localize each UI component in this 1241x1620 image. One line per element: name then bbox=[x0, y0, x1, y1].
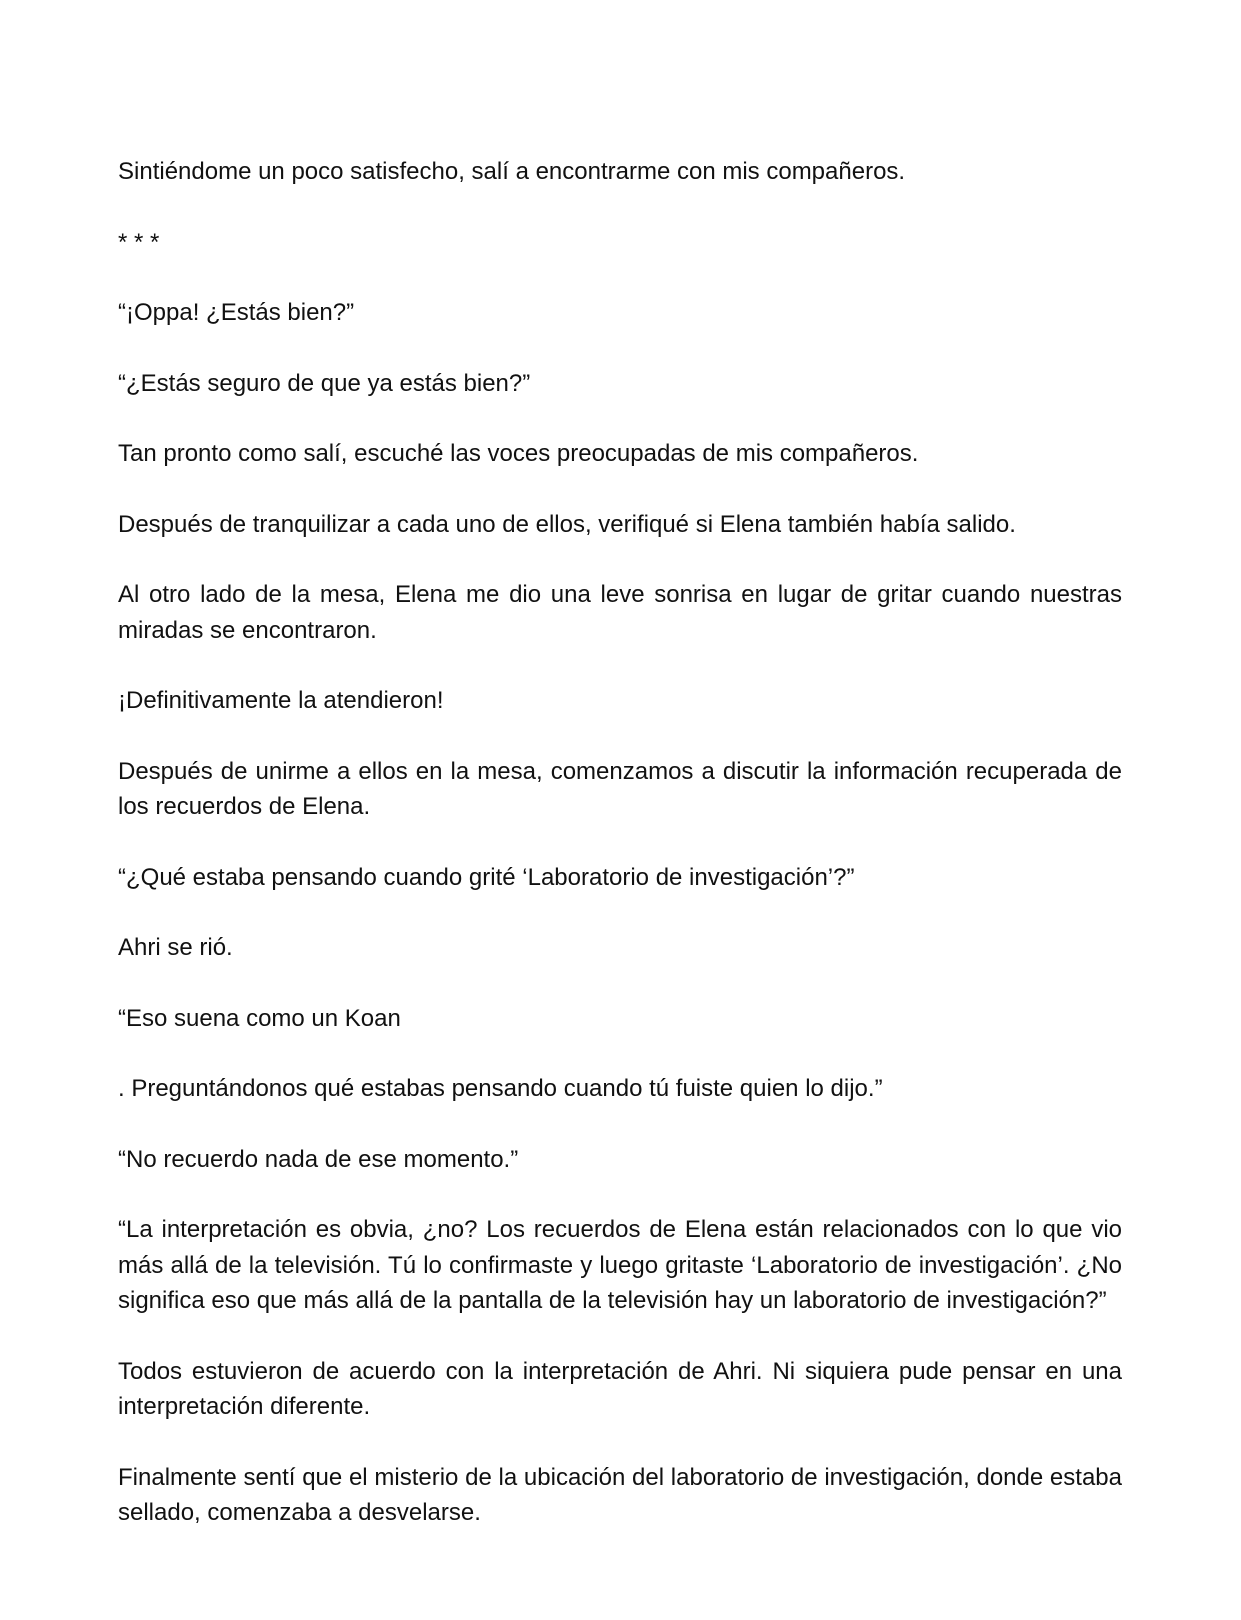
paragraph-13: . Preguntándonos qué estabas pensando cuando tú fuiste quien lo dijo.” bbox=[118, 1075, 883, 1102]
paragraph-12: “Eso suena como un Koan bbox=[118, 1004, 401, 1032]
paragraph-7: Al otro lado de la mesa, Elena me dio una leve sonrisa en lugar de gritar cuando nuestras miradas se encontraron. bbox=[118, 581, 1122, 644]
paragraph-10: “¿Qué estaba pensando cuando grité ‘Laboratorio de investigación’?” bbox=[118, 863, 855, 891]
paragraph-14: “No recuerdo nada de ese momento.” bbox=[118, 1145, 519, 1173]
paragraph-17: Finalmente sentí que el misterio de la ubicación del laboratorio de investigación, donde estaba sellado, comenzaba a desvelarse. bbox=[118, 1463, 1122, 1526]
paragraph-3: “¡Oppa! ¿Estás bien?” bbox=[118, 299, 355, 326]
paragraph-8: ¡Definitivamente la atendieron! bbox=[118, 687, 444, 714]
document-page bbox=[118, 154, 1122, 1531]
paragraph-9: Después de unirme a ellos en la mesa, comenzamos a discutir la información recuperada de los recuerdos de Elena. bbox=[118, 757, 1122, 820]
paragraph-5: Tan pronto como salí, escuché las voces preocupadas de mis compañeros. bbox=[118, 440, 919, 467]
paragraph-1: Sintiéndome un poco satisfecho, salí a encontrarme con mis compañeros. bbox=[118, 158, 906, 185]
paragraph-4: “¿Estás seguro de que ya estás bien?” bbox=[118, 369, 531, 397]
paragraph-16: Todos estuvieron de acuerdo con la interpretación de Ahri. Ni siquiera pude pensar en una interpretación diferente. bbox=[118, 1357, 1122, 1420]
paragraph-15: “La interpretación es obvia, ¿no? Los recuerdos de Elena están relacionados con lo que vio más allá de la televisión. Tú lo confirmaste y luego gritaste ‘Laboratorio de investigación’. ¿No significa eso que más allá de la pantalla de la televisión hay un laboratorio de investigación?” bbox=[118, 1216, 1122, 1314]
scene-break: * * * bbox=[118, 228, 160, 256]
paragraph-6: Después de tranquilizar a cada uno de ellos, verifiqué si Elena también había salido. bbox=[118, 510, 1016, 538]
paragraph-11: Ahri se rió. bbox=[118, 934, 233, 961]
